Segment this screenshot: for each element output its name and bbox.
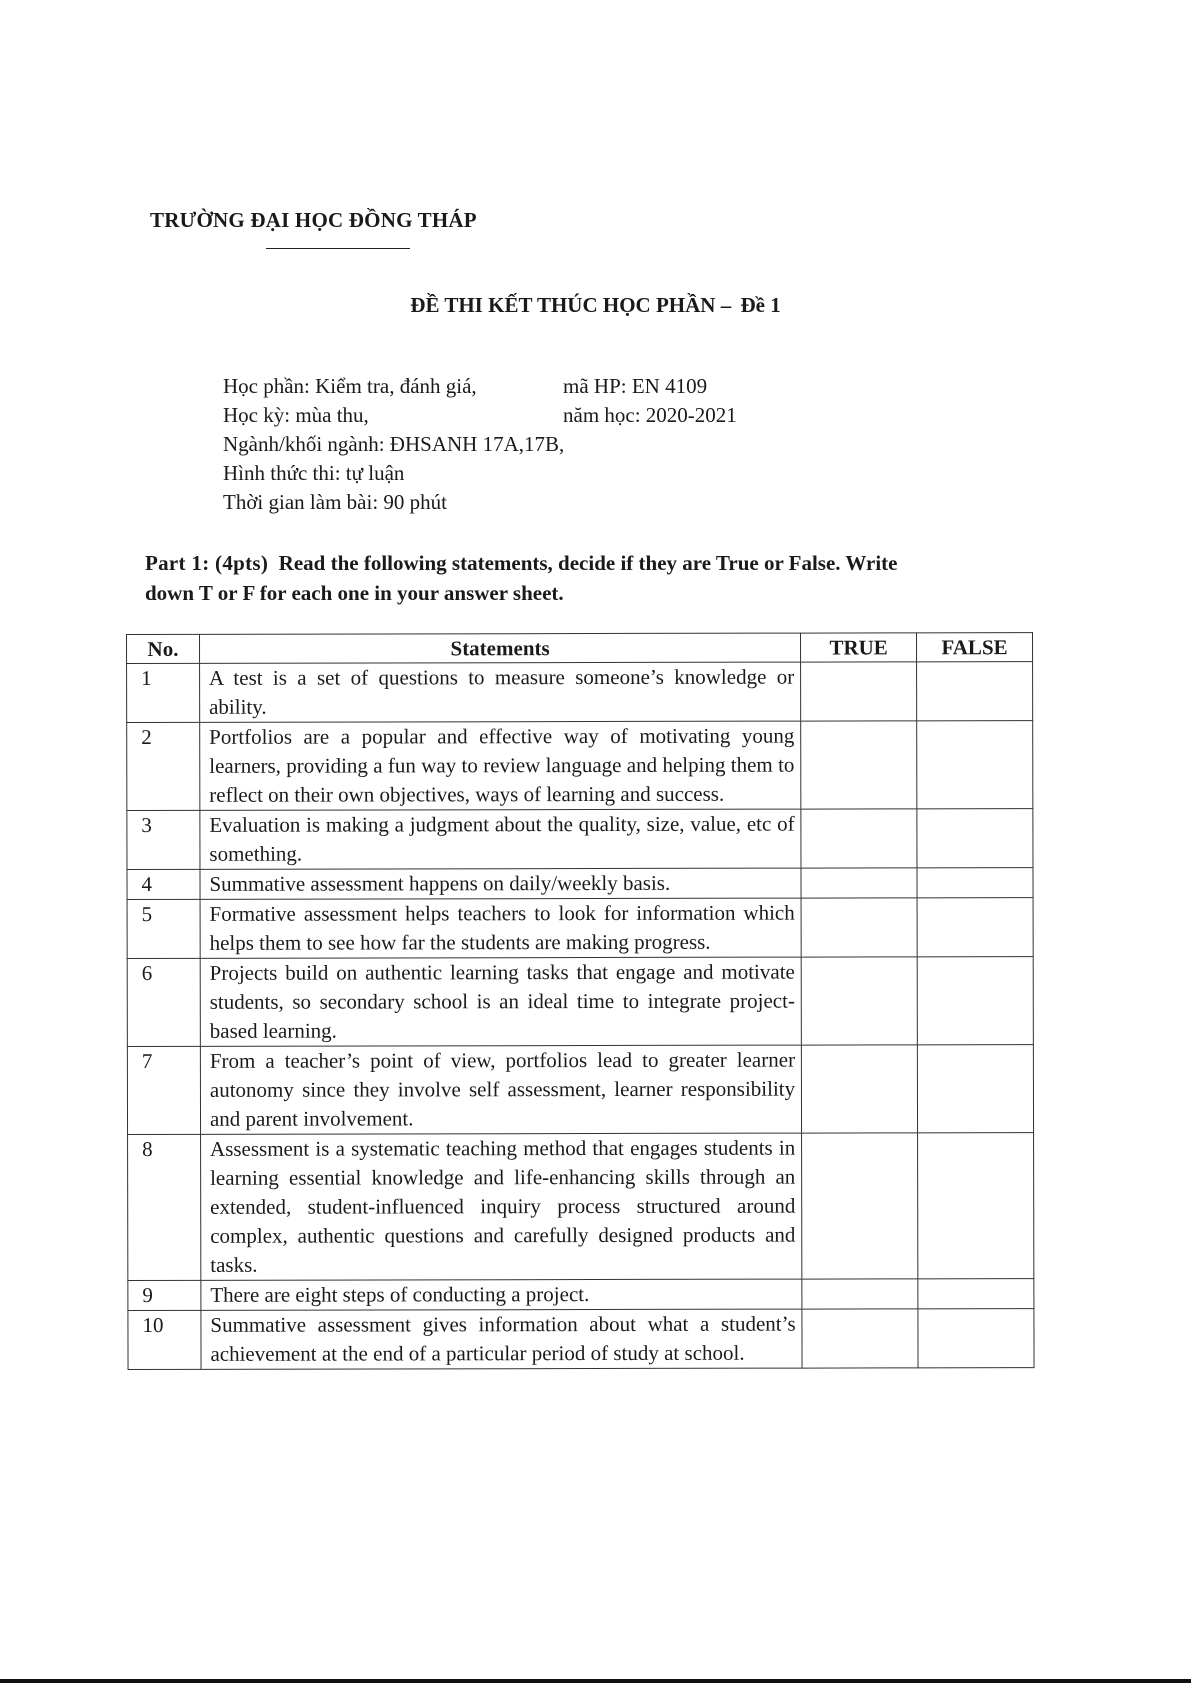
statement-text: There are eight steps of conducting a project. xyxy=(201,1279,802,1310)
false-cell xyxy=(917,1045,1033,1133)
info-row-major xyxy=(223,430,564,459)
false-cell xyxy=(917,957,1033,1045)
false-cell xyxy=(917,898,1033,957)
row-number: 1 xyxy=(127,663,200,722)
school-underline xyxy=(266,248,410,249)
row-number: 7 xyxy=(127,1046,200,1134)
true-cell xyxy=(802,1309,918,1368)
false-cell xyxy=(918,1309,1034,1368)
statement-text: Assessment is a systematic teaching method that engages students in learning essential knowledge and life-enhancing skills through an extended, student-influenced inquiry process structured around complex, authentic questions and carefully designed products and tasks. xyxy=(200,1133,802,1280)
table-row xyxy=(127,721,1033,811)
true-cell xyxy=(802,1133,918,1279)
true-cell xyxy=(801,721,917,809)
statement-text: Summative assessment gives information about what a student’s achievement at the end of a particular period of study at school. xyxy=(201,1309,802,1369)
table-row xyxy=(128,1309,1034,1370)
row-number: 3 xyxy=(127,810,200,869)
row-number: 8 xyxy=(128,1134,201,1280)
info-row-course xyxy=(223,372,708,401)
true-cell xyxy=(801,809,917,868)
exam-version: Đề 1 xyxy=(740,293,781,317)
exam-title-text: ĐỀ THI KẾT THÚC HỌC PHẦN – xyxy=(410,293,732,317)
table-row xyxy=(127,957,1033,1047)
statement-text: Summative assessment happens on daily/weekly basis. xyxy=(200,868,801,899)
statement-text: Portfolios are a popular and effective way of motivating young learners, providing a fun way to review language and helping them to reflect on their own objectives, ways of learning and success. xyxy=(200,721,801,810)
header-false: FALSE xyxy=(917,633,1033,662)
true-cell xyxy=(801,868,917,898)
false-cell xyxy=(917,721,1033,809)
true-false-table xyxy=(126,632,1035,1370)
part1-line-2: down T or F for each one in your answer sheet. xyxy=(145,581,564,605)
true-cell xyxy=(802,1279,918,1309)
statement-text: Projects build on authentic learning tasks that engage and motivate students, so secondary school is an ideal time to integrate project-based learning. xyxy=(200,957,801,1046)
table-row xyxy=(127,898,1033,959)
part1-label: Part 1: (4pts) xyxy=(145,551,269,575)
scan-bottom-edge xyxy=(0,1679,1191,1683)
row-number: 6 xyxy=(127,958,200,1046)
true-cell xyxy=(802,1045,918,1133)
false-cell xyxy=(917,809,1033,868)
school-name: TRƯỜNG ĐẠI HỌC ĐỒNG THÁP xyxy=(150,208,477,232)
table-row xyxy=(128,1279,1034,1311)
exam-format: Hình thức thi: tự luận xyxy=(223,461,405,485)
semester: Học kỳ: mùa thu, xyxy=(223,403,369,427)
table-row xyxy=(127,868,1033,900)
true-cell xyxy=(801,957,917,1045)
false-cell xyxy=(918,1133,1034,1279)
true-cell xyxy=(801,898,917,957)
table-row xyxy=(127,1045,1033,1135)
info-row-format xyxy=(223,459,564,488)
row-number: 2 xyxy=(127,722,200,810)
header-statements: Statements xyxy=(199,633,800,663)
info-row-duration xyxy=(223,488,564,517)
course-code: mã HP: EN 4109 xyxy=(563,374,708,398)
statement-text: Formative assessment helps teachers to look for information which helps them to see how far the students are making progress. xyxy=(200,898,801,958)
info-row-semester xyxy=(223,401,737,430)
part1-line-1 xyxy=(145,548,1065,578)
part1-instructions xyxy=(145,548,1065,608)
course-name: Học phần: Kiểm tra, đánh giá, xyxy=(223,374,477,398)
exam-duration: Thời gian làm bài: 90 phút xyxy=(223,490,447,514)
academic-year: năm học: 2020-2021 xyxy=(563,403,737,427)
exam-title xyxy=(0,293,1191,318)
false-cell xyxy=(918,1279,1034,1309)
header-true: TRUE xyxy=(801,633,917,662)
row-number: 9 xyxy=(128,1280,201,1310)
false-cell xyxy=(917,662,1033,721)
row-number: 4 xyxy=(127,869,200,899)
statement-text: Evaluation is making a judgment about the quality, size, value, etc of something. xyxy=(200,809,801,869)
row-number: 10 xyxy=(128,1310,201,1369)
table-header-row xyxy=(127,633,1033,664)
statement-text: A test is a set of questions to measure someone’s knowledge or ability. xyxy=(199,662,800,722)
true-cell xyxy=(801,662,917,721)
statement-text: From a teacher’s point of view, portfolios lead to greater learner autonomy since they involve self assessment, learner responsibility and parent involvement. xyxy=(200,1045,801,1134)
part1-instruction-a: Read the following statements, decide if they are True or False. Write xyxy=(278,551,898,575)
table-row xyxy=(127,809,1033,870)
table-row xyxy=(127,662,1033,723)
row-number: 5 xyxy=(127,899,200,958)
header-no: No. xyxy=(127,634,200,663)
exam-info xyxy=(223,372,737,517)
table-row xyxy=(128,1133,1034,1281)
major: Ngành/khối ngành: ĐHSANH 17A,17B, xyxy=(223,432,565,456)
false-cell xyxy=(917,868,1033,898)
